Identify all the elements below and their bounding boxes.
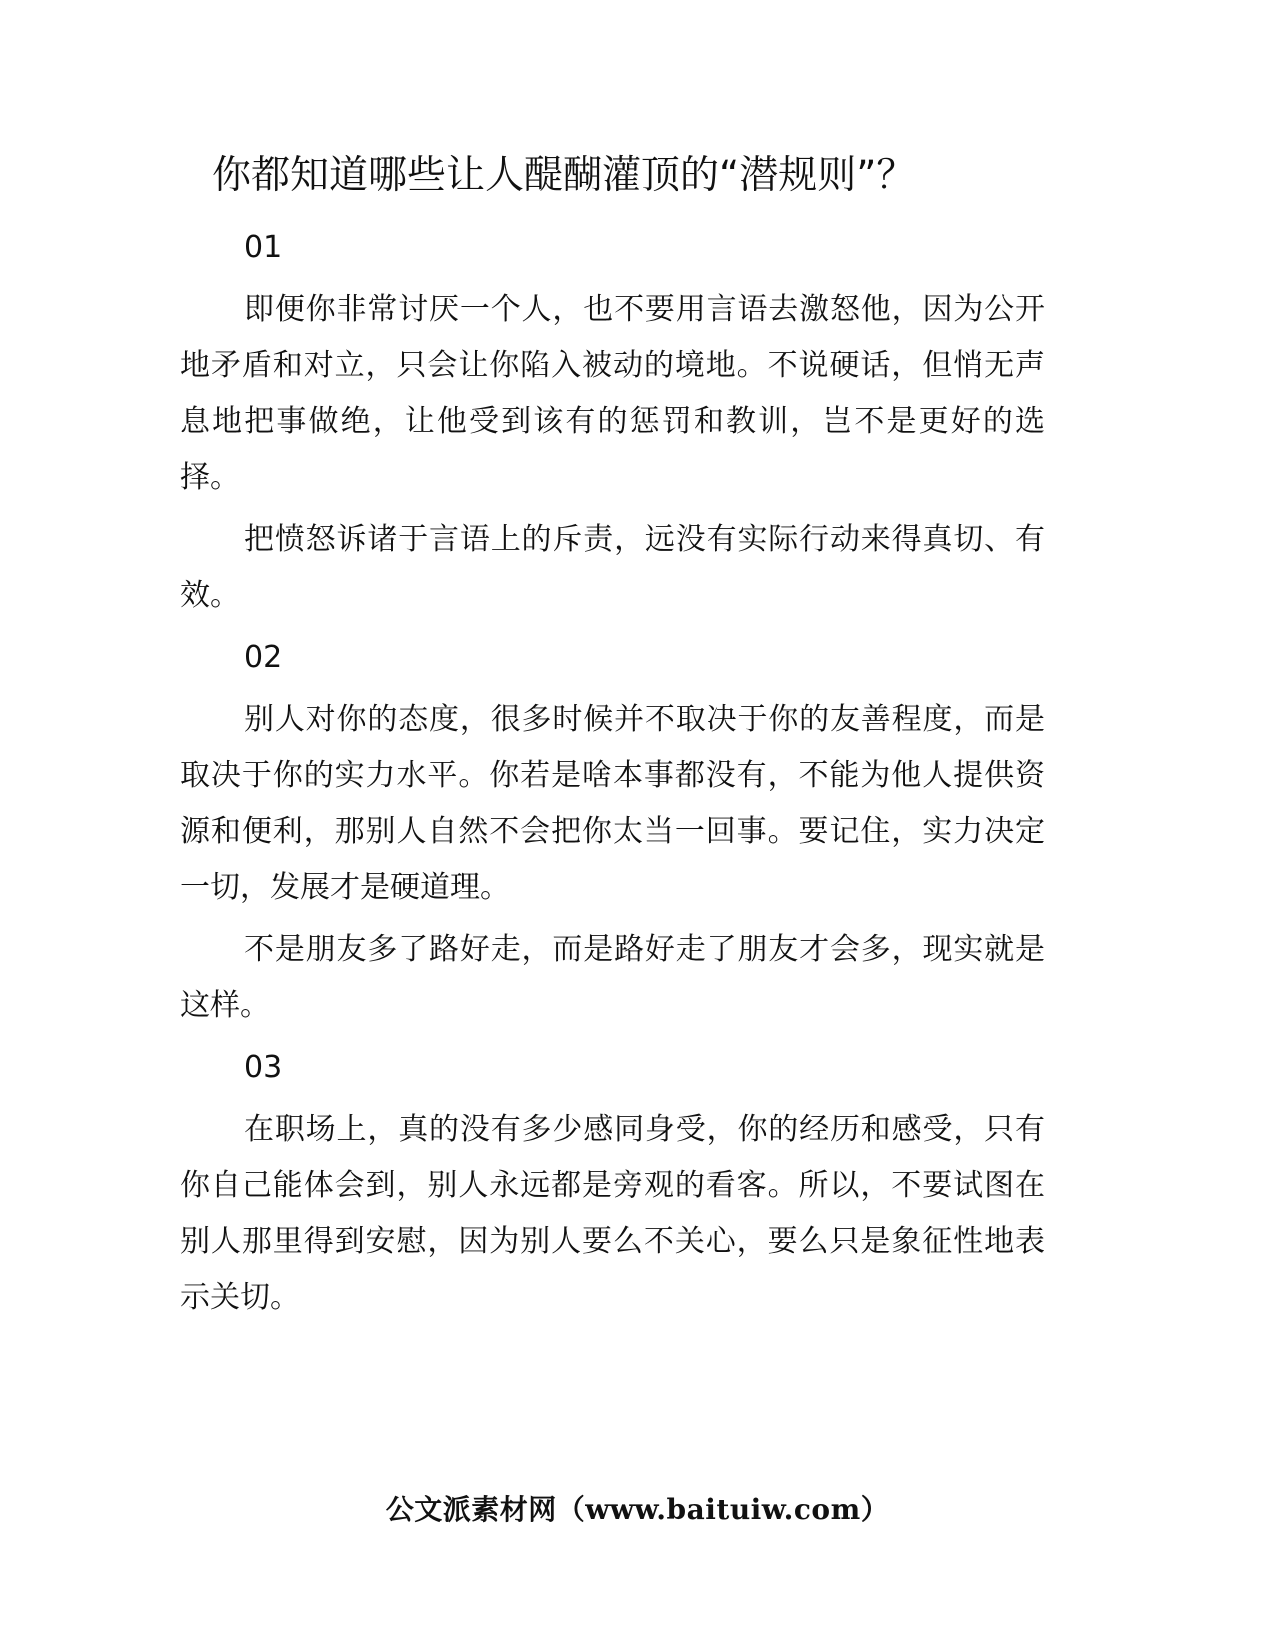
paragraph: 在职场上，真的没有多少感同身受，你的经历和感受，只有你自己能体会到，别人永远都是旁观的看客。所以，不要试图在别人那里得到安慰，因为别人要么不关心，要么只是象征性地表示关切。 xyxy=(180,1112,1045,1315)
section-3 xyxy=(180,1040,1045,1326)
document-body xyxy=(180,140,1045,1332)
paragraph: 即便你非常讨厌一个人，也不要用言语去激怒他，因为公开地矛盾和对立，只会让你陷入被动的境地。不说硬话，但悄无声息地把事做绝，让他受到该有的惩罚和教训，岂不是更好的选择。 xyxy=(180,292,1045,495)
section-2 xyxy=(180,630,1045,1034)
section-number: 03 xyxy=(244,1050,283,1085)
section-number: 01 xyxy=(244,230,283,265)
section-1 xyxy=(180,220,1045,624)
paragraph: 别人对你的态度，很多时候并不取决于你的友善程度，而是取决于你的实力水平。你若是啥本事都没有，不能为他人提供资源和便利，那别人自然不会把你太当一回事。要记住，实力决定一切，发展才是硬道理。 xyxy=(180,702,1045,905)
section-number: 02 xyxy=(244,640,283,675)
document-title: 你都知道哪些让人醍醐灌顶的“潜规则”？ xyxy=(212,153,916,198)
paragraph: 不是朋友多了路好走，而是路好走了朋友才会多，现实就是这样。 xyxy=(180,932,1045,1023)
footer-source: 公文派素材网（www.baituiw.com） xyxy=(385,1493,890,1526)
paragraph: 把愤怒诉诸于言语上的斥责，远没有实际行动来得真切、有效。 xyxy=(180,522,1045,613)
